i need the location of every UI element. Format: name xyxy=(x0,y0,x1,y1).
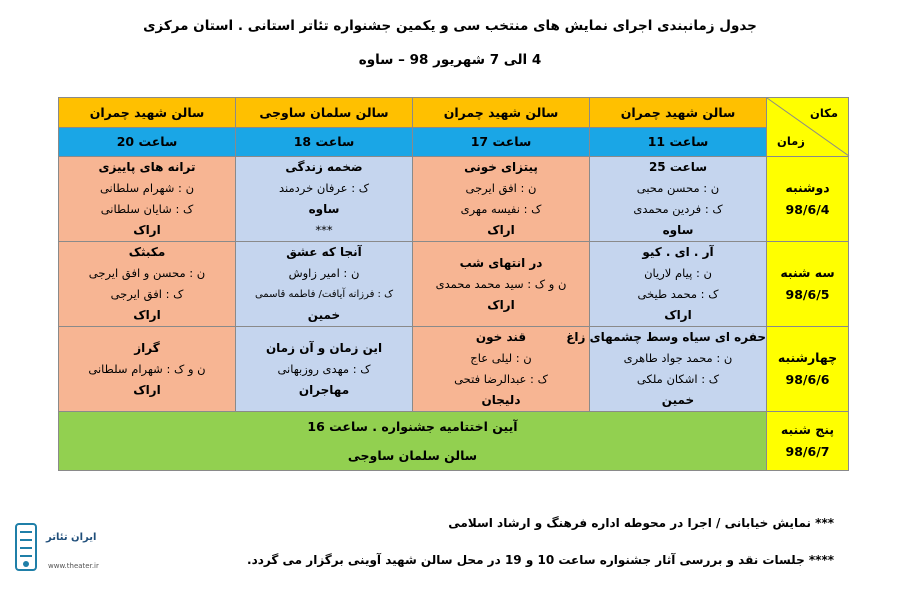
show-cell xyxy=(236,157,413,242)
day-row xyxy=(59,327,849,412)
time-header: ساعت 20 xyxy=(59,127,236,157)
day-row xyxy=(59,242,849,327)
show-writer: ن : امیر زاوش xyxy=(288,266,360,280)
show-title: آر . ای . کیو xyxy=(642,245,714,259)
page-subtitle: 4 الی 7 شهریور 98 – ساوه xyxy=(358,52,542,68)
venue-header-row xyxy=(59,98,849,128)
show-title: این زمان و آن زمان xyxy=(265,340,383,355)
day-date: 98/6/7 xyxy=(785,444,830,459)
show-city: اراک xyxy=(133,308,161,322)
show-writer-director: ن و ک : سید محمد محمدی xyxy=(435,276,567,291)
closing-ceremony-text: آیین اختتامیه جشنواره . ساعت 16 xyxy=(307,419,518,434)
time-header: ساعت 18 xyxy=(236,127,413,157)
show-cell xyxy=(590,157,767,242)
show-title: قند خون xyxy=(475,330,527,344)
show-city: ساوه xyxy=(308,202,340,216)
day-name: چهارشنبه xyxy=(777,350,838,365)
show-title: آنجا که عشق xyxy=(286,245,362,259)
show-cell xyxy=(236,242,413,327)
show-cell xyxy=(413,242,590,327)
show-city: اراک xyxy=(487,223,515,237)
show-title: ضخمه زندگی xyxy=(285,160,363,174)
show-city: ساوه xyxy=(662,223,694,237)
show-director: ک : عبدالرضا فتحی xyxy=(454,372,548,386)
time-header: ساعت 17 xyxy=(413,127,590,157)
show-cell xyxy=(59,242,236,327)
show-director: ک : افق ایرجی xyxy=(110,287,184,301)
show-cell xyxy=(413,327,590,412)
iran-theater-logo xyxy=(12,518,102,582)
show-cell xyxy=(413,157,590,242)
closing-ceremony-cell xyxy=(59,412,767,471)
show-writer: ن : لیلی عاج xyxy=(470,351,532,365)
show-cell xyxy=(590,242,767,327)
footnote-critique-sessions: **** جلسات نقد و بررسی آثار جشنواره ساعت 10 و 19 در محل سالن شهید آوینی برگزار می گردد. xyxy=(247,553,834,567)
day-date: 98/6/5 xyxy=(785,287,830,302)
footnote-street-show: *** نمایش خیابانی / اجرا در محوطه اداره فرهنگ و ارشاد اسلامی xyxy=(448,516,834,530)
show-cell xyxy=(236,327,413,412)
closing-ceremony-venue: سالن سلمان ساوجی xyxy=(347,448,478,463)
venue-header: سالن شهید چمران xyxy=(413,98,590,128)
day-cell xyxy=(767,327,849,412)
show-director: ک : شایان سلطانی xyxy=(100,202,194,216)
page-title: جدول زمانبندی اجرای نمایش های منتخب سی و یکمین جشنواره تئاتر استانی . استان مرکزی xyxy=(143,18,757,34)
show-director: ک : فردین محمدی xyxy=(633,202,723,216)
show-city: مهاجران xyxy=(298,382,350,397)
day-name: دوشنبه xyxy=(785,180,830,195)
show-title: مکبثک xyxy=(128,245,166,259)
day-date: 98/6/4 xyxy=(785,202,830,217)
show-title: در انتهای شب xyxy=(459,255,543,270)
show-cell xyxy=(59,157,236,242)
show-title: گراز xyxy=(134,340,160,355)
show-director: ک : نفیسه مهری xyxy=(460,202,542,216)
show-title: ساعت 25 xyxy=(648,160,708,174)
show-city: اراک xyxy=(664,308,692,322)
day-row xyxy=(59,157,849,242)
show-note-mark: *** xyxy=(315,223,333,237)
show-director: ک : فرزانه آیافت/ فاطمه قاسمی xyxy=(254,289,394,300)
theater-logo-icon xyxy=(12,518,42,576)
show-city: خمین xyxy=(661,393,695,407)
show-city: اراک xyxy=(487,297,515,312)
day-name: سه شنبه xyxy=(780,265,835,280)
show-city: اراک xyxy=(133,382,161,397)
show-director: ک : محمد طیخی xyxy=(637,287,719,301)
closing-row xyxy=(59,412,849,471)
show-director: ک : اشکان ملکی xyxy=(636,372,720,386)
day-cell xyxy=(767,157,849,242)
venue-header: سالن شهید چمران xyxy=(59,98,236,128)
show-cell xyxy=(566,327,767,412)
show-writer: ن : افق ایرجی xyxy=(465,181,537,195)
show-city: اراک xyxy=(133,223,161,237)
show-writer-director: ن و ک : شهرام سلطانی xyxy=(88,361,206,376)
time-header: ساعت 11 xyxy=(590,127,767,157)
show-writer: ن : محمد جواد طاهری xyxy=(623,351,733,365)
logo-url: www.theater.ir xyxy=(48,562,99,570)
corner-cell xyxy=(767,98,849,157)
corner-place-label: مکان xyxy=(810,106,838,120)
show-title: ترانه های پاییزی xyxy=(98,160,196,174)
show-director: ک : عرفان خردمند xyxy=(278,181,370,195)
venue-header: سالن سلمان ساوجی xyxy=(236,98,413,128)
day-cell xyxy=(767,242,849,327)
show-director: ک : مهدی روزبهانی xyxy=(277,361,371,376)
schedule-table xyxy=(58,97,849,471)
day-date: 98/6/6 xyxy=(785,372,830,387)
logo-name: ایران تئاتر xyxy=(46,532,97,543)
show-writer: ن : محسن و افق ایرجی xyxy=(88,266,206,280)
show-city: خمین xyxy=(307,308,341,322)
day-cell xyxy=(767,412,849,471)
time-header-row xyxy=(59,127,849,157)
day-name: پنج شنبه xyxy=(780,422,835,437)
corner-time-label: زمان xyxy=(777,134,805,148)
show-city: دلیجان xyxy=(481,393,521,407)
show-writer: ن : شهرام سلطانی xyxy=(99,181,195,195)
show-writer: ن : پیام لاریان xyxy=(644,266,712,280)
show-title: حفره ای سیاه وسط چشمهای زاغ xyxy=(566,330,766,344)
show-cell xyxy=(59,327,236,412)
show-title: پیتزای خونی xyxy=(464,160,538,174)
show-writer: ن : محسن محبی xyxy=(636,181,720,195)
venue-header: سالن شهید چمران xyxy=(590,98,767,128)
